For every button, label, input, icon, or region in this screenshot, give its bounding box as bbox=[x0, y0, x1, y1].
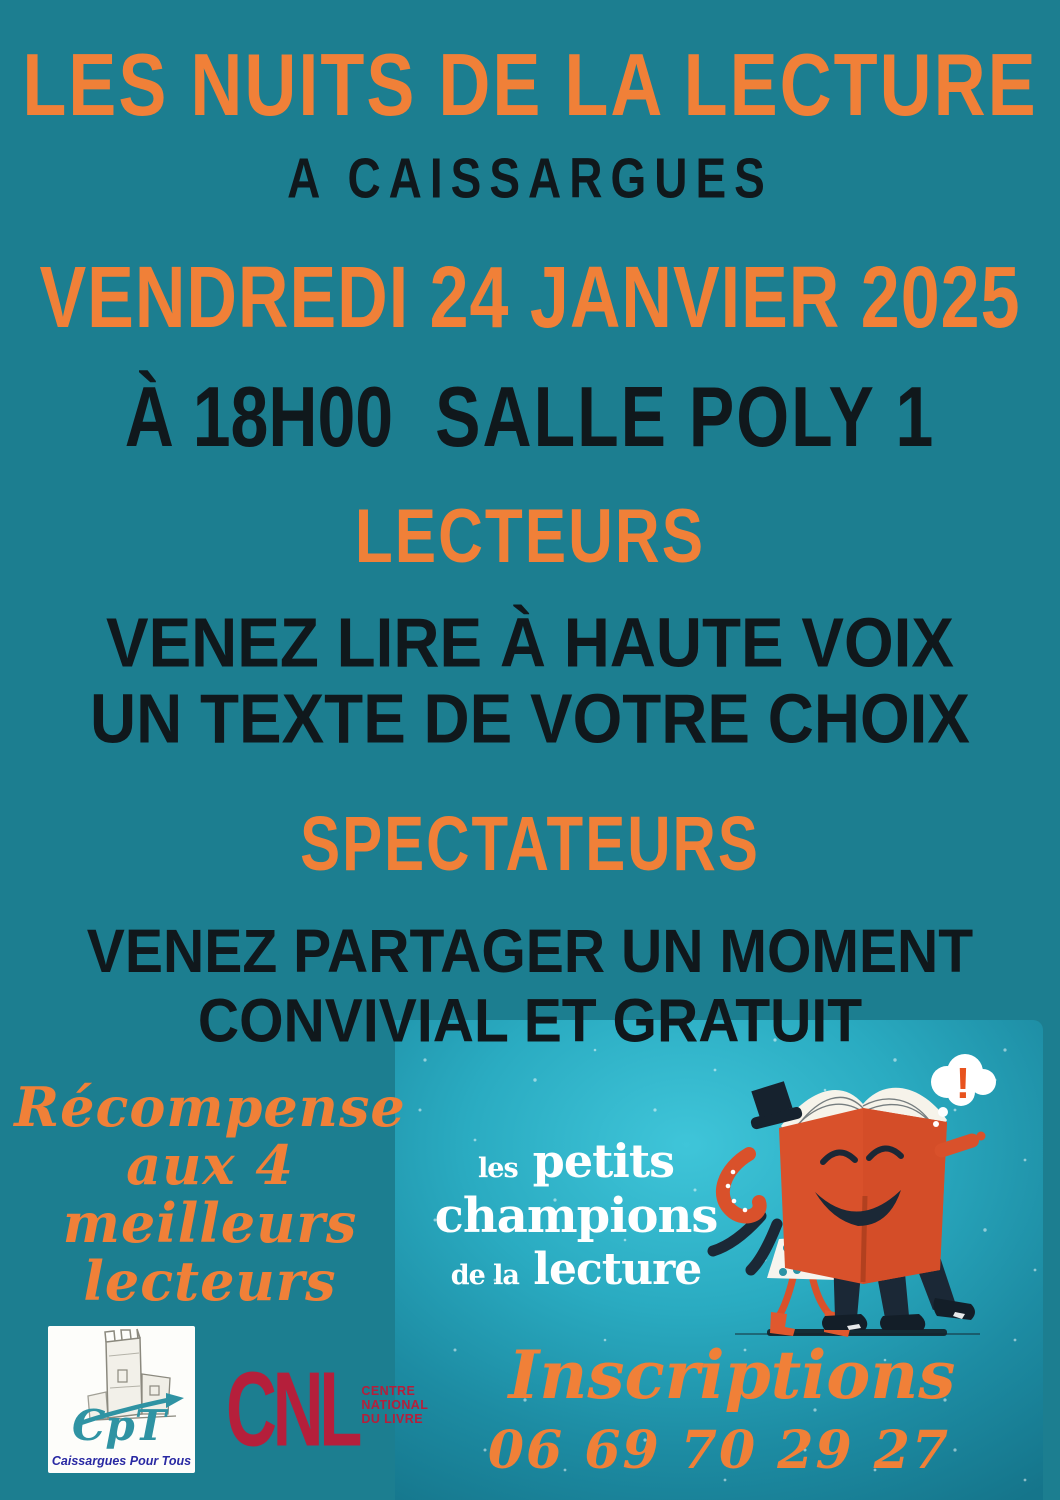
spectators-text bbox=[0, 916, 1060, 1055]
cpt-logo bbox=[48, 1326, 195, 1473]
poster-title: LES NUITS DE LA LECTURE bbox=[22, 37, 1038, 135]
brand-champions: champions bbox=[434, 1188, 718, 1244]
cpt-caption: Caissargues Pour Tous bbox=[51, 1454, 192, 1468]
reward-line4: lecteurs bbox=[83, 1249, 337, 1313]
registration-phone: 06 69 70 29 27 bbox=[487, 1420, 951, 1481]
brand-petits: petits bbox=[532, 1134, 674, 1188]
readers-text bbox=[0, 606, 1060, 758]
tower-sketch-icon bbox=[48, 1326, 195, 1454]
cnl-letters: CNL bbox=[226, 1349, 359, 1468]
reward-text bbox=[10, 1075, 410, 1313]
readers-line2: UN TEXTE DE VOTRE CHOIX bbox=[90, 681, 970, 759]
readers-heading: LECTEURS bbox=[354, 495, 706, 580]
reward-line2: aux 4 bbox=[126, 1133, 294, 1197]
event-date: VENDREDI 24 JANVIER 2025 bbox=[39, 249, 1021, 346]
brand-de-la: de la bbox=[450, 1260, 519, 1291]
cnl-logo bbox=[226, 1349, 429, 1468]
spectators-heading: SPECTATEURS bbox=[300, 800, 760, 887]
event-venue: SALLE POLY 1 bbox=[435, 368, 936, 465]
reward-line3: meilleurs bbox=[62, 1191, 358, 1255]
event-time-venue bbox=[0, 368, 1060, 465]
spectators-line2: CONVIVIAL ET GRATUIT bbox=[197, 985, 863, 1055]
reward-line1: Récompense bbox=[14, 1075, 406, 1139]
event-time: À 18H00 bbox=[124, 368, 394, 465]
petits-champions-logo bbox=[423, 1134, 729, 1295]
registration-label: Inscriptions bbox=[508, 1336, 956, 1414]
promo-image bbox=[395, 1020, 1043, 1500]
readers-line1: VENEZ LIRE À HAUTE VOIX bbox=[105, 604, 955, 683]
spectators-line1: VENEZ PARTAGER UN MOMENT bbox=[86, 916, 974, 986]
brand-les: les bbox=[478, 1153, 518, 1184]
cnl-caption: CENTRE NATIONAL DU LIVRE bbox=[361, 1384, 429, 1426]
cpt-monogram: CpT bbox=[72, 1401, 167, 1450]
exclamation-mark: ! bbox=[955, 1059, 971, 1108]
event-location: A CAISSARGUES bbox=[287, 146, 773, 210]
brand-lecture: lecture bbox=[533, 1244, 702, 1295]
